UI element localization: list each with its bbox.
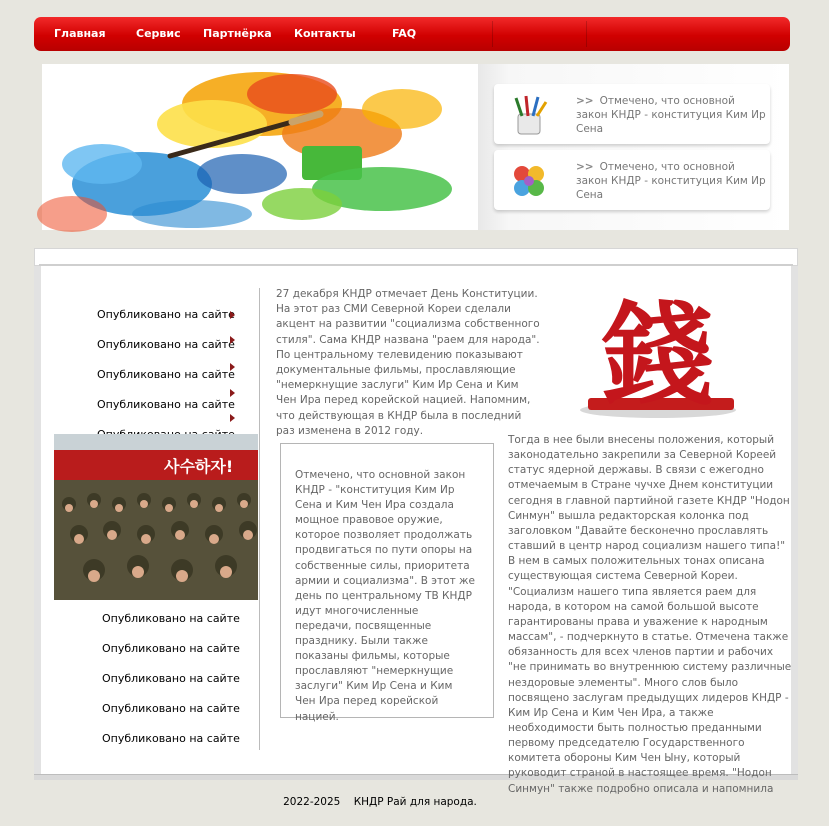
arrow-right-icon — [230, 389, 235, 397]
nav-faq[interactable]: FAQ — [392, 27, 417, 40]
nav-partner[interactable]: Партнёрка — [203, 27, 272, 40]
red-character-sculpture-image — [574, 282, 742, 422]
banner-card[interactable] — [494, 150, 770, 210]
banner-card[interactable] — [494, 84, 770, 144]
content-frame-top — [34, 248, 798, 266]
banner-side-panel — [478, 64, 789, 230]
nav-service[interactable]: Сервис — [136, 27, 181, 40]
svg-text:錢: 錢 — [602, 290, 714, 421]
header-banner — [42, 64, 789, 230]
nav-contacts[interactable]: Контакты — [294, 27, 356, 40]
arrow-right-icon — [230, 414, 235, 422]
nav-divider — [492, 21, 493, 47]
quote-text: Отмечено, что основной закон КНДР - "конституция Ким Ир Сена и Ким Чен Ира создала мощное правовое оружие, которое позволяет продолжать продвигаться по пути опоры на собственные силы, приоритета армии и социализма". В этот же день по центральному ТВ КНДР идут многочисленные передачи, посвященные празднику. Были также показаны фильмы, которые прославляют "немеркнущие заслуги" Ким Ир Сена и Ким Чен Ира перед корейской нацией. — [295, 469, 475, 723]
sidebar-link[interactable]: Опубликовано на сайте — [102, 672, 240, 685]
arrow-right-icon — [230, 311, 235, 319]
paint-splash-image — [42, 64, 474, 230]
sidebar-link[interactable]: Опубликовано на сайте — [102, 732, 240, 745]
sidebar-link[interactable]: Опубликовано на сайте — [102, 702, 240, 715]
footer-copyright: 2022-2025 КНДР Рай для народа. — [283, 796, 477, 808]
arrow-right-icon — [230, 363, 235, 371]
arrow-right-icon — [230, 336, 235, 344]
nav-divider — [586, 21, 587, 47]
banner-card-text: >> Отмечено, что основной закон КНДР - конституция Ким Ир Сена — [576, 95, 766, 135]
sidebar-link[interactable]: Опубликовано на сайте — [97, 368, 235, 381]
top-nav — [34, 17, 790, 51]
sidebar-link[interactable]: Опубликовано на сайте — [97, 338, 235, 351]
brushes-cup-icon — [508, 94, 550, 136]
nav-home[interactable]: Главная — [54, 27, 106, 40]
clover-icon — [508, 160, 550, 202]
quote-box — [280, 443, 494, 723]
army-parade-photo — [54, 434, 258, 600]
sidebar-link[interactable]: Опубликовано на сайте — [102, 612, 240, 625]
article-body: Тогда в нее были внесены положения, который законодательно закрепили за Северной Кореей статус ядерной державы. В связи с ежегодно отмечаемым в Стране чучхе Днем конституции сегодня в главной партийной газете КНДР "Нодон Синмун" вышла редакторская колонка под заголовком "Давайте бесконечно прославлять ставший в центр народ социализм нашего типа!" В нем в самых положительных тонах описана существующая система Северной Кореи. "Социализм нашего типа является раем для народа, в котором на самой большой высоте гарантированы права и уважение к народным массам", - подчеркнуто в статье. Отмечена также обязанность для всех членов партии и рабочих "не принимать во внутреннюю систему различные нездоровые элементы". Много слов было посвящено заслугам предыдущих лидеров КНДР - Ким Ир Сена и Ким Чен Ира, а также необходимости быть полностью преданными первому председателю Государственного комитета обороны Ким Чен Ыну, который руководит страной в настоящее время. "Нодон Синмун" также подробно описала и напомнила — [508, 434, 792, 795]
sidebar-link[interactable]: Опубликовано на сайте — [97, 308, 235, 321]
article-intro: 27 декабря КНДР отмечает День Конституции. На этот раз СМИ Северной Кореи сделали акцент на развитии "социализма собственного стиля". Сама КНДР названа "раем для народа". По центральному телевидению показывают документальные фильмы, прославляющие "немеркнущие заслуги" Ким Ир Сена и Ким Чен Ира перед корейской нацией. Напомним, что действующая в КНДР была в последний раз изменена в 2012 году. — [276, 288, 540, 437]
svg-text:사수하자!: 사수하자! — [164, 457, 234, 476]
sidebar-link[interactable]: Опубликовано на сайте — [102, 642, 240, 655]
banner-card-text: >> Отмечено, что основной закон КНДР - конституция Ким Ир Сена — [576, 161, 766, 201]
column-divider — [259, 288, 260, 750]
sidebar-link[interactable]: Опубликовано на сайте — [97, 398, 235, 411]
